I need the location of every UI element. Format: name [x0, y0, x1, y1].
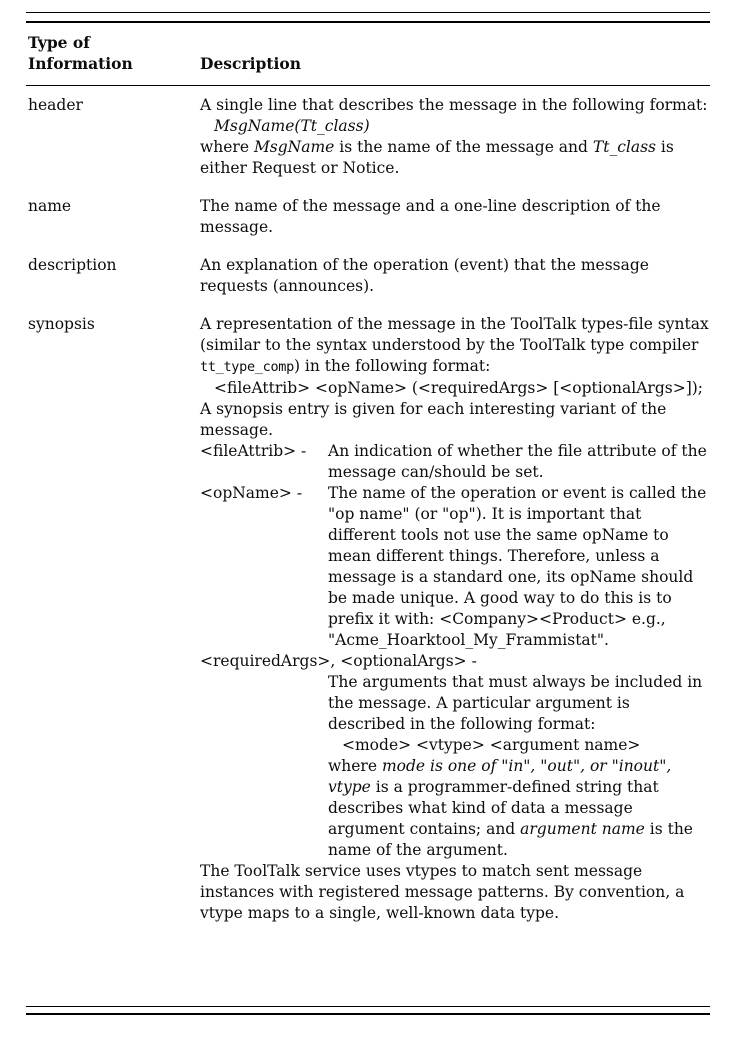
description-paragraph [200, 255, 710, 297]
description-paragraph [200, 137, 710, 179]
italic-term: MsgName [253, 138, 335, 156]
definition-term: <opName> - [200, 484, 303, 502]
table-header-row [26, 23, 710, 85]
definition-body [328, 441, 710, 483]
table-row [26, 95, 710, 179]
text-run: An indication of whether the file attribute of the message can/should be set. [328, 442, 707, 481]
term-cell: name [28, 197, 72, 215]
text-run: where [328, 757, 382, 775]
italic-term: Tt_class [592, 138, 656, 156]
description-cell [200, 314, 710, 924]
description-paragraph [200, 399, 710, 441]
text-run: The name of the operation or event is called the "op name" (or "op"). It is important that different tools not use the same opName to mean different things. Therefore, unless a message is a standard one, its opName should be made unique. A good way to do this is to prefix it with: <Company><Product> e.g., "Acme_Hoarktool_My_Frammistat". [328, 484, 707, 649]
definition-body [328, 483, 710, 651]
text-run: The ToolTalk service uses vtypes to match sent message instances with registered message patterns. By convention, a vtype maps to a single, well-known data type. [200, 862, 685, 922]
description-paragraph [328, 483, 710, 651]
description-paragraph [200, 861, 710, 924]
text-run: is a programmer-defined string that describes what kind of data a message argument contains; and [328, 778, 659, 838]
text-run: is the name of the message and [334, 138, 593, 156]
table-row [26, 196, 710, 238]
table-row [26, 255, 710, 297]
column-header-type-of-information [28, 32, 200, 74]
top-rule-thin [26, 12, 710, 13]
description-paragraph [200, 314, 710, 378]
description-cell [200, 196, 710, 238]
table-body [26, 86, 710, 924]
description-paragraph [328, 756, 710, 861]
description-cell [200, 95, 710, 179]
text-run: is either Request or Notice. [200, 138, 674, 177]
text-run: where [200, 138, 254, 156]
format-line [200, 116, 710, 137]
description-paragraph [200, 196, 710, 238]
definition-term: <fileAttrib> - [200, 442, 307, 460]
definition-term: <requiredArgs>, <optionalArgs> - [200, 652, 477, 670]
italic-term: MsgName(Tt_class) [214, 117, 370, 135]
inline-code: tt_type_comp [200, 359, 294, 375]
text-run: <mode> <vtype> <argument name> [342, 736, 641, 754]
definition-item [200, 651, 710, 861]
bottom-rule-thin [26, 1006, 710, 1007]
definition-item [200, 441, 710, 483]
description-paragraph [328, 441, 710, 483]
text-run: ) in the following format: [293, 357, 491, 375]
definition-item [200, 483, 710, 651]
format-line [328, 735, 710, 756]
italic-term: vtype [328, 778, 371, 796]
table-row [26, 314, 710, 924]
column-header-description: Description [200, 54, 302, 73]
text-run: <fileAttrib> <opName> (<requiredArgs> [<optionalArgs>]); [214, 379, 704, 397]
term-cell: description [28, 256, 117, 274]
italic-term: mode is one of "in", "out", or "inout", [381, 757, 672, 775]
text-run: A synopsis entry is given for each interesting variant of the message. [200, 400, 667, 439]
table-top-rules [26, 12, 710, 23]
term-cell: header [28, 96, 83, 114]
text-run: A single line that describes the message in the following format: [200, 96, 708, 114]
italic-term: argument name [520, 820, 645, 838]
table-bottom-rules [26, 1006, 710, 1015]
description-paragraph [328, 672, 710, 735]
definition-body [328, 672, 710, 861]
description-paragraph [200, 95, 710, 116]
term-cell: synopsis [28, 315, 95, 333]
text-run: is the name of the argument. [328, 820, 693, 859]
bottom-rule-thick [26, 1013, 710, 1015]
column-header-line1: Type of [28, 33, 90, 52]
text-run: The arguments that must always be included in the message. A particular argument is described in the following format: [328, 673, 703, 733]
text-run: A representation of the message in the ToolTalk types-file syntax (similar to the syntax understood by the ToolTalk type compiler [200, 315, 709, 354]
text-run: An explanation of the operation (event) that the message requests (announces). [200, 256, 649, 295]
format-line [200, 378, 710, 399]
description-cell [200, 255, 710, 297]
column-header-line2: Information [28, 54, 133, 73]
text-run: The name of the message and a one-line description of the message. [200, 197, 661, 236]
